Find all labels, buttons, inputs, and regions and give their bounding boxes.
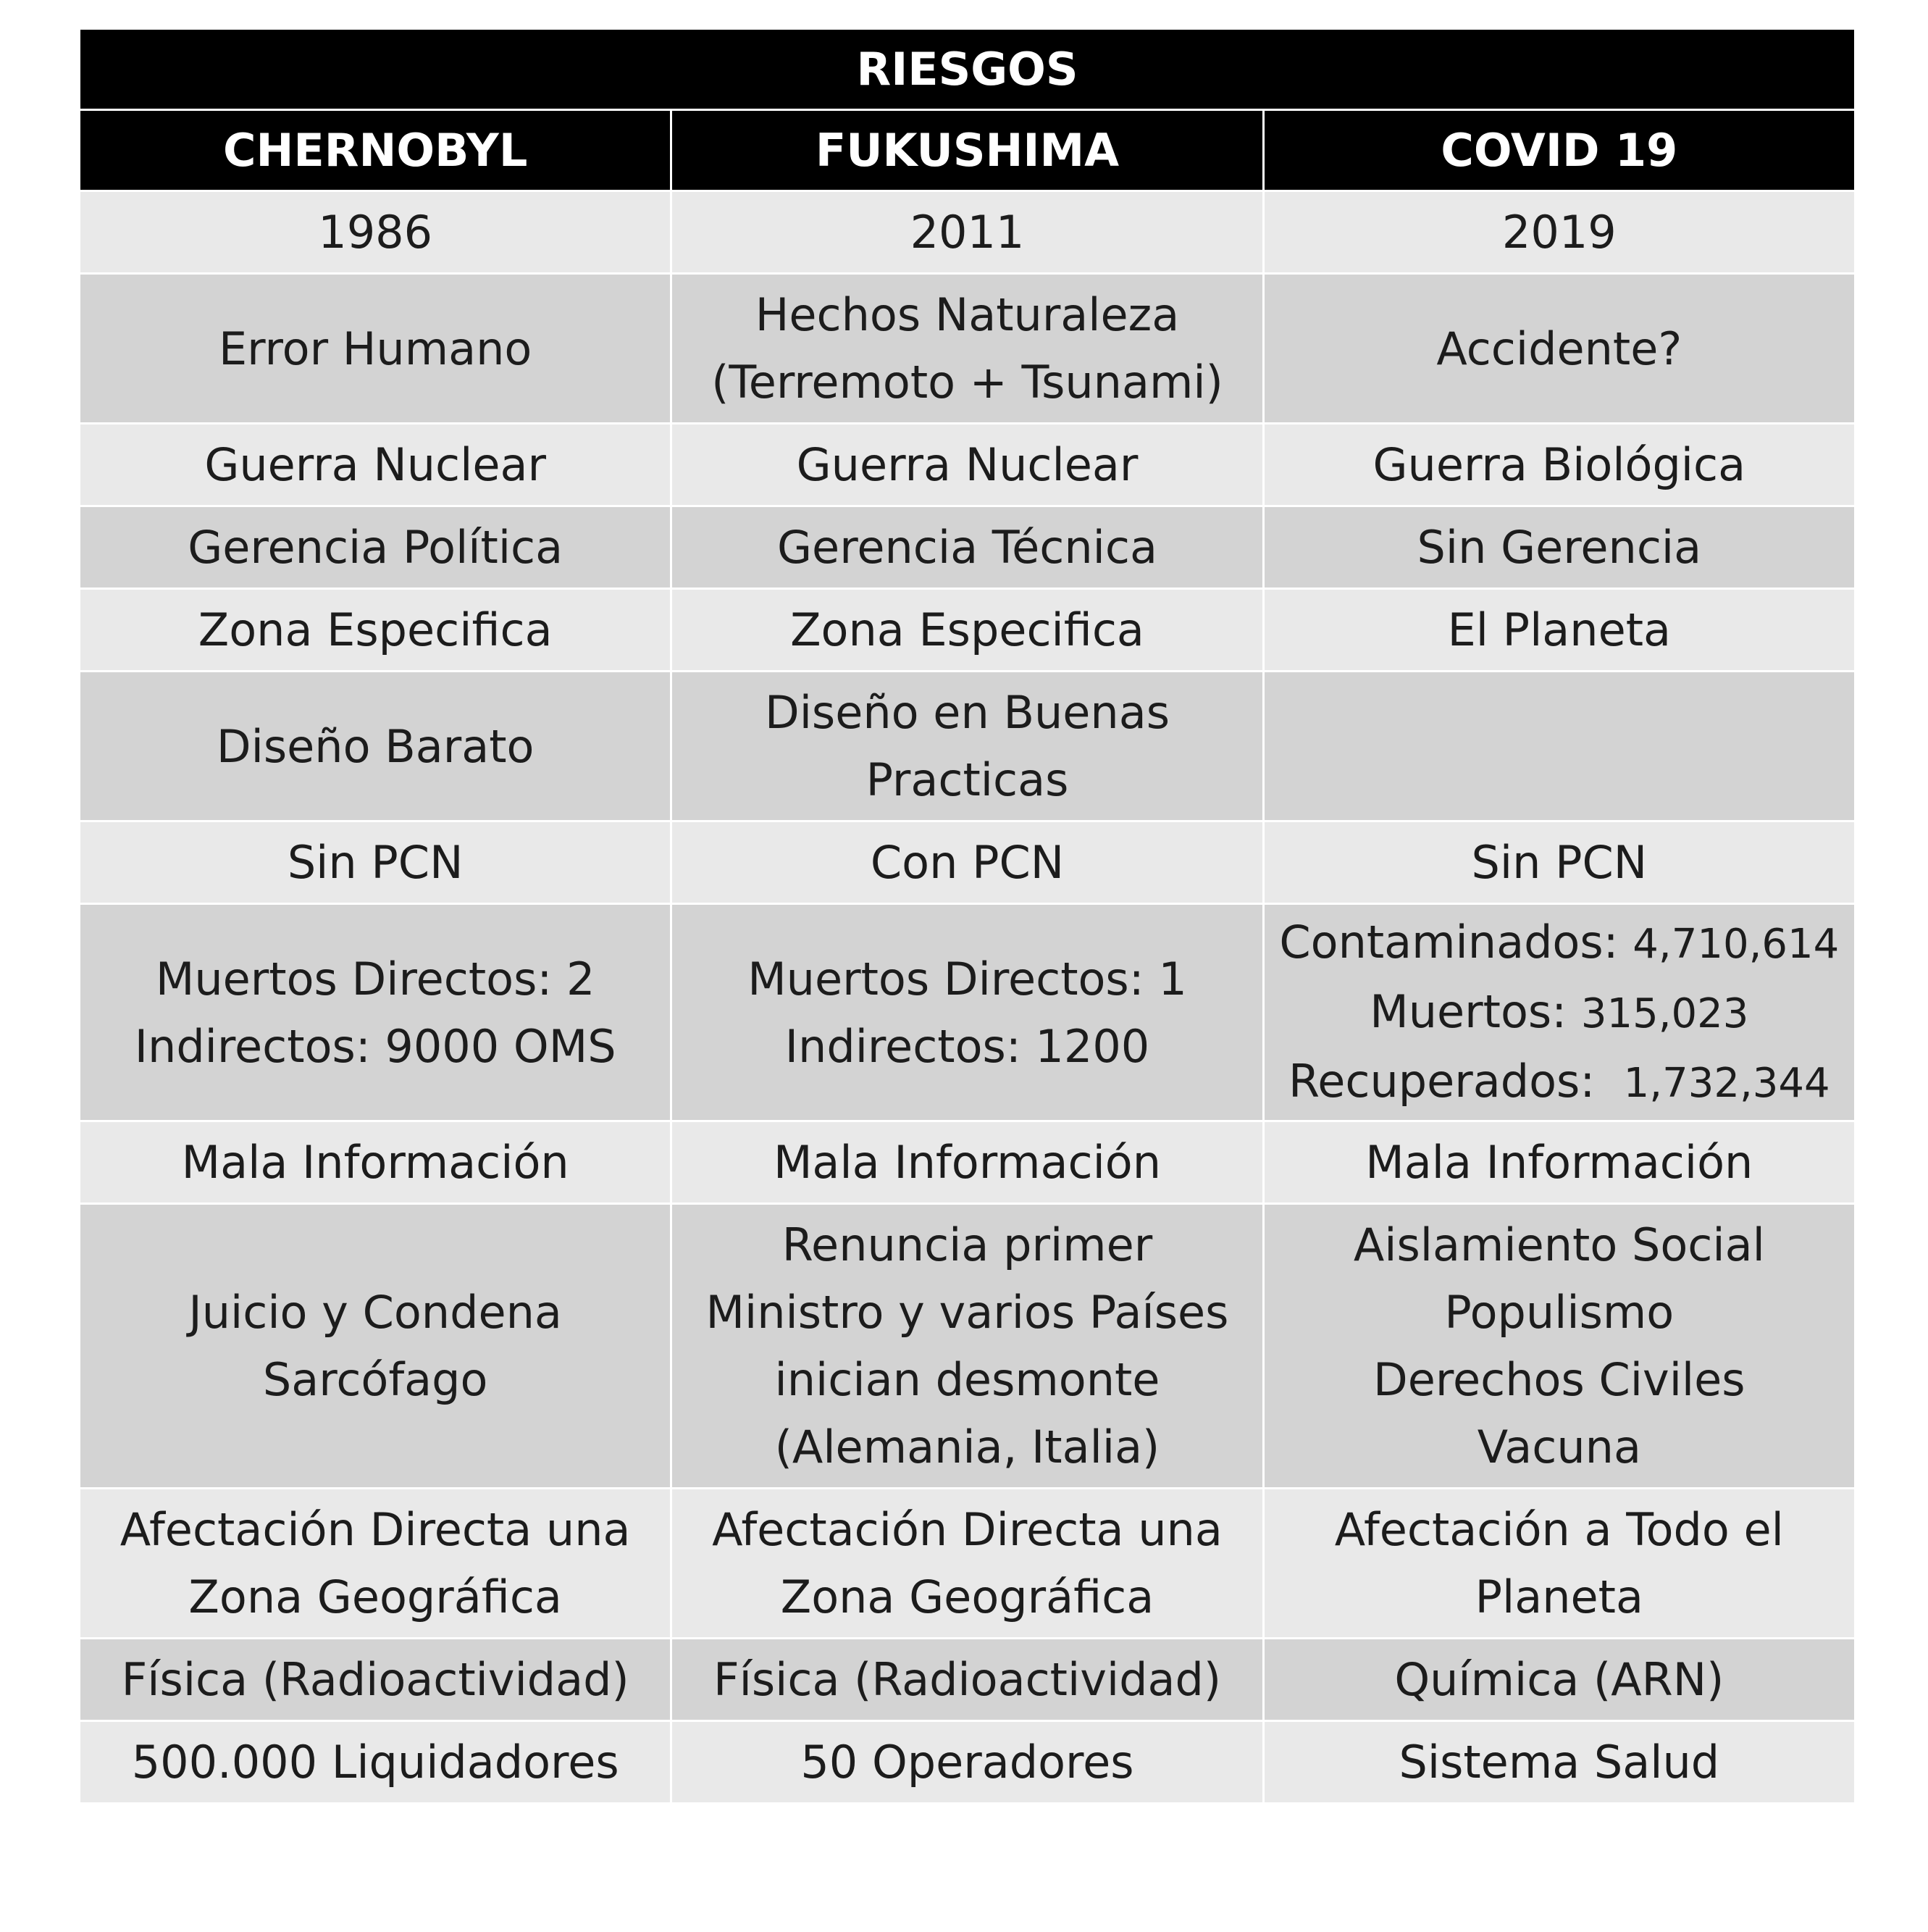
covid-recuperados-value: 1,732,344 (1623, 1059, 1830, 1107)
consequences-chernobyl-line-2: Sarcófago (262, 1353, 488, 1406)
cell-pcn-covid: Sin PCN (1263, 821, 1855, 904)
cell-design-chernobyl: Diseño Barato (80, 672, 671, 821)
cause-fukushima-line-2: (Terremoto + Tsunami) (711, 356, 1223, 409)
design-fukushima-line-1: Diseño en Buenas (764, 686, 1170, 739)
design-fukushima-line-2: Practicas (865, 753, 1069, 806)
cell-zone-chernobyl: Zona Especifica (80, 589, 671, 672)
cell-war-fukushima: Guerra Nuclear (671, 424, 1263, 506)
cell-design-covid (1263, 672, 1855, 821)
affectation-fukushima-line-1: Afectación Directa una (712, 1503, 1223, 1556)
cell-deaths-covid (1263, 904, 1855, 1121)
header-fukushima: FUKUSHIMA (671, 110, 1263, 191)
consequences-chernobyl-line-1: Juicio y Condena (188, 1286, 562, 1339)
consequences-fukushima-line-3: inician desmonte (774, 1353, 1160, 1406)
cell-zone-fukushima: Zona Especifica (671, 589, 1263, 672)
consequences-fukushima-line-2: Ministro y varios Países (705, 1286, 1229, 1339)
table-row-cause (80, 274, 1856, 424)
cell-responders-fukushima: 50 Operadores (671, 1721, 1263, 1804)
cell-year-chernobyl: 1986 (80, 191, 671, 274)
affectation-chernobyl-line-2: Zona Geográfica (188, 1571, 562, 1623)
table-row-deaths (80, 904, 1856, 1121)
header-row (80, 110, 1856, 191)
affectation-covid-line-2: Planeta (1475, 1571, 1643, 1623)
consequences-covid-line-2: Populismo (1444, 1286, 1675, 1339)
covid-recuperados-label: Recuperados: (1288, 1054, 1624, 1108)
cell-pcn-chernobyl: Sin PCN (80, 821, 671, 904)
cell-design-fukushima (671, 672, 1263, 821)
covid-contaminados-label: Contaminados: (1279, 915, 1633, 969)
cell-nature-chernobyl: Física (Radioactividad) (80, 1639, 671, 1721)
cell-responders-covid: Sistema Salud (1263, 1721, 1855, 1804)
header-covid: COVID 19 (1263, 110, 1855, 191)
table-row-design (80, 672, 1856, 821)
consequences-fukushima-line-1: Renuncia primer (781, 1218, 1153, 1271)
cell-cause-covid: Accidente? (1263, 274, 1855, 424)
covid-contaminados (1270, 908, 1848, 978)
cell-affectation-fukushima (671, 1489, 1263, 1639)
risk-comparison-table (78, 28, 1856, 1805)
cell-year-covid: 2019 (1263, 191, 1855, 274)
cell-year-fukushima: 2011 (671, 191, 1263, 274)
cell-deaths-fukushima (671, 904, 1263, 1121)
table-row-pcn (80, 821, 1856, 904)
cell-nature-fukushima: Física (Radioactividad) (671, 1639, 1263, 1721)
risk-comparison-sheet (78, 28, 1854, 1805)
consequences-covid-line-3: Derechos Civiles (1373, 1353, 1745, 1406)
table-row-affectation (80, 1489, 1856, 1639)
consequences-covid-line-1: Aislamiento Social (1353, 1218, 1765, 1271)
cell-zone-covid: El Planeta (1263, 589, 1855, 672)
cell-consequences-fukushima (671, 1204, 1263, 1489)
deaths-chernobyl-line-1: Muertos Directos: 2 (155, 952, 595, 1005)
table-title: RIESGOS (80, 29, 1856, 110)
cell-management-chernobyl: Gerencia Política (80, 506, 671, 589)
affectation-covid-line-1: Afectación a Todo el (1334, 1503, 1784, 1556)
table-row-consequences (80, 1204, 1856, 1489)
consequences-fukushima-line-4: (Alemania, Italia) (774, 1421, 1160, 1473)
covid-muertos (1270, 978, 1848, 1047)
cell-information-covid: Mala Información (1263, 1121, 1855, 1204)
cell-affectation-chernobyl (80, 1489, 671, 1639)
cell-cause-chernobyl: Error Humano (80, 274, 671, 424)
cell-pcn-fukushima: Con PCN (671, 821, 1263, 904)
cell-war-covid: Guerra Biológica (1263, 424, 1855, 506)
header-chernobyl: CHERNOBYL (80, 110, 671, 191)
cell-war-chernobyl: Guerra Nuclear (80, 424, 671, 506)
table-row-war (80, 424, 1856, 506)
cell-information-chernobyl: Mala Información (80, 1121, 671, 1204)
covid-recuperados (1270, 1047, 1848, 1117)
deaths-fukushima-line-2: Indirectos: 1200 (784, 1019, 1150, 1073)
table-row-management (80, 506, 1856, 589)
deaths-chernobyl-line-2: Indirectos: 9000 OMS (134, 1019, 616, 1073)
table-row-information (80, 1121, 1856, 1204)
cell-management-fukushima: Gerencia Técnica (671, 506, 1263, 589)
cell-responders-chernobyl: 500.000 Liquidadores (80, 1721, 671, 1804)
table-row-year (80, 191, 1856, 274)
cell-management-covid: Sin Gerencia (1263, 506, 1855, 589)
covid-muertos-label: Muertos: (1370, 984, 1581, 1038)
cell-consequences-covid (1263, 1204, 1855, 1489)
consequences-covid-line-4: Vacuna (1477, 1421, 1641, 1473)
cell-nature-covid: Química (ARN) (1263, 1639, 1855, 1721)
covid-muertos-value: 315,023 (1580, 990, 1749, 1037)
cell-affectation-covid (1263, 1489, 1855, 1639)
cell-consequences-chernobyl (80, 1204, 671, 1489)
table-row-responders (80, 1721, 1856, 1804)
cell-information-fukushima: Mala Información (671, 1121, 1263, 1204)
cause-fukushima-line-1: Hechos Naturaleza (755, 288, 1180, 341)
table-row-zone (80, 589, 1856, 672)
table-row-nature (80, 1639, 1856, 1721)
cell-cause-fukushima (671, 274, 1263, 424)
affectation-chernobyl-line-1: Afectación Directa una (120, 1503, 631, 1556)
title-row (80, 29, 1856, 110)
deaths-fukushima-line-1: Muertos Directos: 1 (747, 952, 1187, 1005)
affectation-fukushima-line-2: Zona Geográfica (780, 1571, 1154, 1623)
cell-deaths-chernobyl (80, 904, 671, 1121)
covid-contaminados-value: 4,710,614 (1632, 920, 1840, 968)
